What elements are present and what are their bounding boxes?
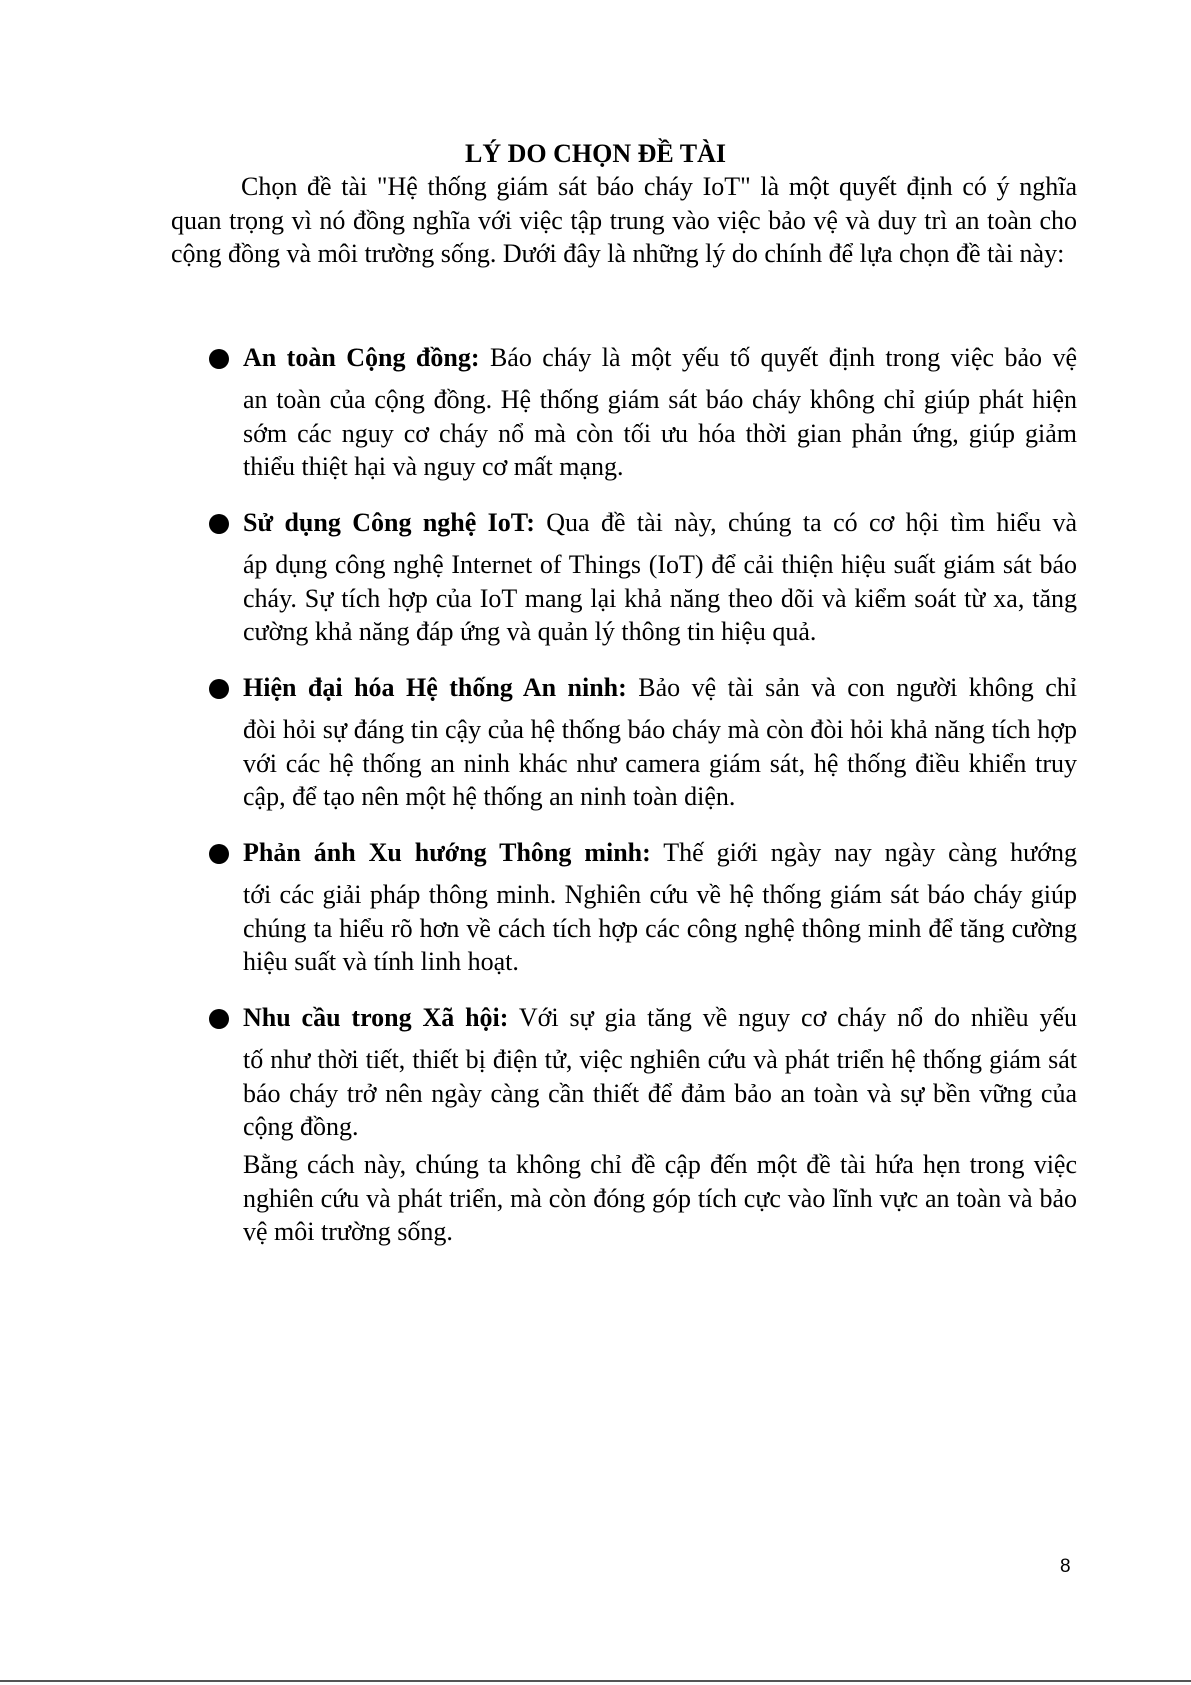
bullet-lead [243,671,1077,705]
bullet-body: áp dụng công nghệ Internet of Things (IoT) để cải thiện hiệu suất giám sát báo cháy. Sự tích hợp của IoT mang lại khả năng theo dõi và kiểm soát từ xa, tăng cường khả năng đáp ứng và quản lý thông tin hiệu quả. [243,550,1077,646]
bullet-heading: Sử dụng Công nghệ IoT: [243,508,535,537]
bullet-heading: Phản ánh Xu hướng Thông minh: [243,838,651,867]
bullet-first-line: Báo cháy là một yếu tố quyết định trong việc bảo vệ [489,343,1078,372]
bullet-first-line: Thế giới ngày nay ngày càng hướng [663,838,1077,867]
page-title: LÝ DO CHỌN ĐỀ TÀI [464,139,726,168]
bullet-body: đòi hỏi sự đáng tin cậy của hệ thống báo cháy mà còn đòi hỏi khả năng tích hợp với các hệ thống an ninh khác như camera giám sát, hệ thống điều khiển truy cập, để tạo nên một hệ thống an ninh toàn diện. [243,715,1077,811]
bullet-icon [209,1009,229,1029]
bullet-lead [243,836,1077,870]
closing-paragraph: Bằng cách này, chúng ta không chỉ đề cập đến một đề tài hứa hẹn trong việc nghiên cứu và phát triển, mà còn đóng góp tích cực vào lĩnh vực an toàn và bảo vệ môi trường sống. [243,1150,1077,1246]
bullet-first-line: Bảo vệ tài sản và con người không chỉ [638,673,1077,702]
page-number: 8 [1060,1556,1071,1577]
bullet-lead [243,1001,1077,1035]
bullet-body: tới các giải pháp thông minh. Nghiên cứu về hệ thống giám sát báo cháy giúp chúng ta hiểu rõ hơn về cách tích hợp các công nghệ thông minh để tăng cường hiệu suất và tính linh hoạt. [243,880,1077,976]
bottom-divider [0,1680,1191,1682]
bullet-lead [243,506,1077,540]
bullet-heading: Nhu cầu trong Xã hội: [243,1003,509,1032]
bullet-first-line: Qua đề tài này, chúng ta có cơ hội tìm hiểu và [546,508,1078,537]
bullet-icon [209,349,229,369]
bullet-icon [209,844,229,864]
bullet-body: tố như thời tiết, thiết bị điện tử, việc nghiên cứu và phát triển hệ thống giám sát báo cháy trở nên ngày càng cần thiết để đảm bảo an toàn và sự bền vững của cộng đồng. [243,1045,1077,1141]
bullet-lead [243,341,1077,375]
intro-paragraph: Chọn đề tài "Hệ thống giám sát báo cháy IoT" là một quyết định có ý nghĩa quan trọng vì nó đồng nghĩa với việc tập trung vào việc bảo vệ và duy trì an toàn cho cộng đồng và môi trường sống. Dưới đây là những lý do chính để lựa chọn đề tài này: [171,172,1077,268]
bullet-icon [209,514,229,534]
bullet-heading: Hiện đại hóa Hệ thống An ninh: [243,673,627,702]
bullet-first-line: Với sự gia tăng về nguy cơ cháy nổ do nhiều yếu [518,1003,1077,1032]
bullet-heading: An toàn Cộng đồng: [243,343,480,372]
bullet-body: an toàn của cộng đồng. Hệ thống giám sát báo cháy không chỉ giúp phát hiện sớm các nguy cơ cháy nổ mà còn tối ưu hóa thời gian phản ứng, giúp giảm thiểu thiệt hại và nguy cơ mất mạng. [243,385,1077,481]
bullet-icon [209,679,229,699]
